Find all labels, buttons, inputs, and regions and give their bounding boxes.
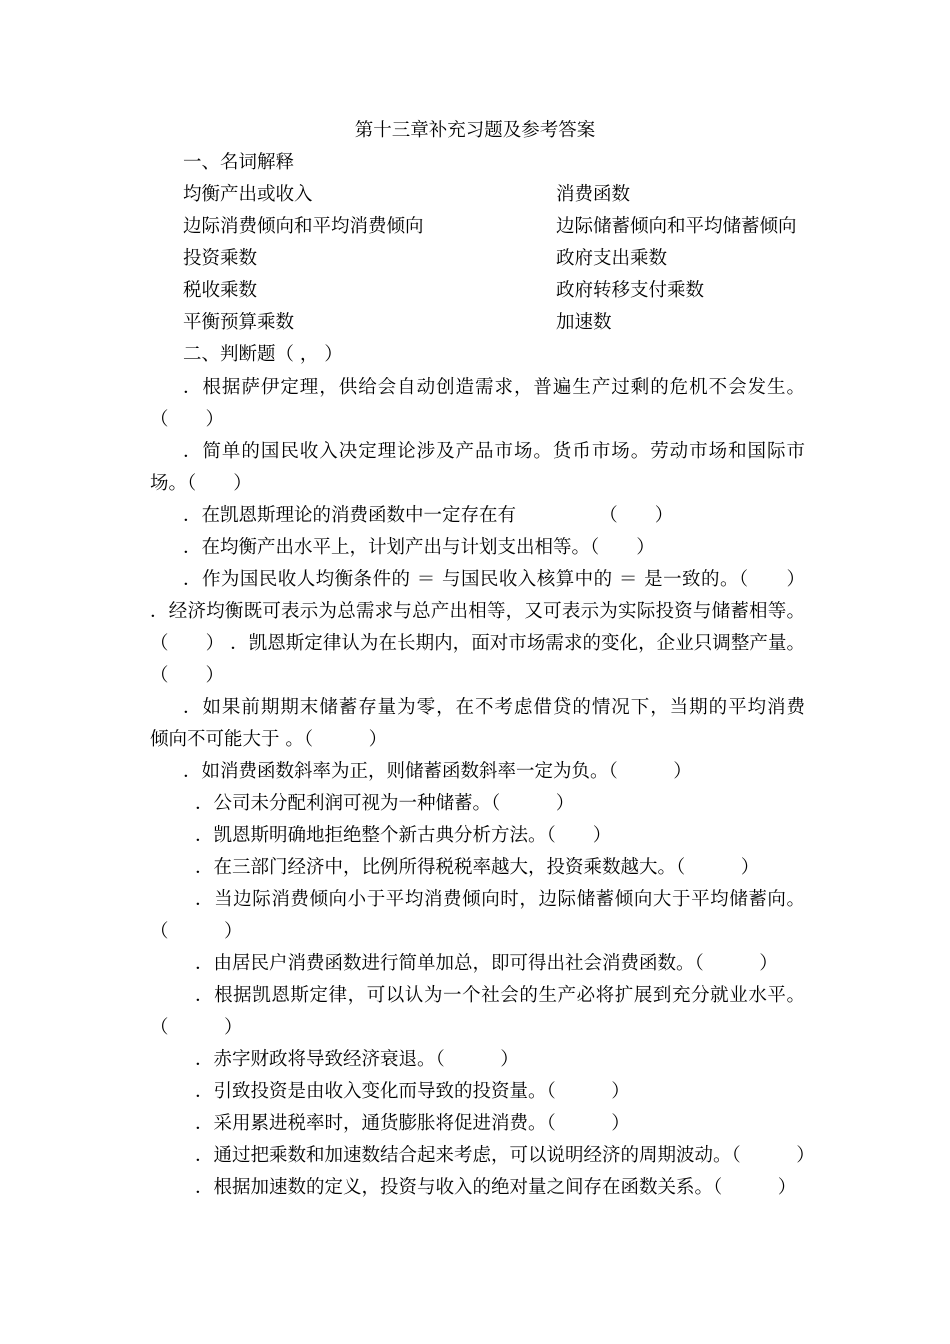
question-line: ．赤字财政将导致经济衰退。（ ） xyxy=(195,1049,519,1070)
question-line: ．作为国民收人均衡条件的 ＝ 与国民收入核算中的 ＝ 是一致的。（ ） xyxy=(183,569,805,590)
term: 消费函数 xyxy=(556,184,631,205)
question-line: ．在凯恩斯理论的消费函数中一定存在有 （ ） xyxy=(183,505,674,526)
term: 投资乘数 xyxy=(183,248,258,269)
term: 边际储蓄倾向和平均储蓄倾向 xyxy=(556,216,797,237)
question-line: ．在三部门经济中，比例所得税税率越大，投资乘数越大。（ ） xyxy=(195,857,760,878)
question-line: ．简单的国民收入决定理论涉及产品市场。货币市场。劳动市场和国际市 xyxy=(183,441,805,462)
section-heading-true-false: 二、判断题（ ， ） xyxy=(183,344,343,365)
term: 税收乘数 xyxy=(183,280,258,301)
page-title: 第十三章补充习题及参考答案 xyxy=(354,120,596,141)
answer-blank: （ ） xyxy=(150,665,225,686)
question-line: ．凯恩斯明确地拒绝整个新古典分析方法。（ ） xyxy=(195,825,612,846)
term: 边际消费倾向和平均消费倾向 xyxy=(183,216,424,237)
question-line: ．引致投资是由收入变化而导致的投资量。（ ） xyxy=(195,1081,630,1102)
term: 政府转移支付乘数 xyxy=(556,280,705,301)
question-line: 场。（ ） xyxy=(150,473,252,494)
question-line: （ ） ．凯恩斯定律认为在长期内，面对市场需求的变化，企业只调整产量。 xyxy=(150,633,805,654)
question-line: ．经济均衡既可表示为总需求与总产出相等，又可表示为实际投资与储蓄相等。 xyxy=(150,601,805,622)
question-line: ．根据加速数的定义，投资与收入的绝对量之间存在函数关系。（ ） xyxy=(195,1177,797,1198)
question-line: ．在均衡产出水平上，计划产出与计划支出相等。（ ） xyxy=(183,537,655,558)
question-line: ．根据凯恩斯定律，可以认为一个社会的生产必将扩展到充分就业水平。 xyxy=(195,985,805,1006)
question-line: ．由居民户消费函数进行简单加总，即可得出社会消费函数。（ ） xyxy=(195,953,778,974)
answer-blank: （ ） xyxy=(150,921,243,942)
question-line: ．当边际消费倾向小于平均消费倾向时，边际储蓄倾向大于平均储蓄向。 xyxy=(195,889,805,910)
answer-blank: （ ） xyxy=(150,409,225,430)
question-line: 倾向不可能大于 。（ ） xyxy=(150,729,388,750)
question-line: ．采用累进税率时，通货膨胀将促进消费。（ ） xyxy=(195,1113,630,1134)
term: 均衡产出或收入 xyxy=(183,184,313,205)
term: 加速数 xyxy=(556,312,612,333)
section-heading-definitions: 一、名词解释 xyxy=(183,152,295,173)
question-line: ．如果前期期末储蓄存量为零，在不考虑借贷的情况下，当期的平均消费 xyxy=(183,697,805,718)
question-line: ．如消费函数斜率为正，则储蓄函数斜率一定为负。（ ） xyxy=(183,761,692,782)
question-line: ．根据萨伊定理，供给会自动创造需求，普遍生产过剩的危机不会发生。 xyxy=(183,377,805,398)
question-line: ．公司未分配利润可视为一种储蓄。（ ） xyxy=(195,793,575,814)
question-line: ．通过把乘数和加速数结合起来考虑，可以说明经济的周期波动。（ ） xyxy=(195,1145,815,1166)
term: 平衡预算乘数 xyxy=(183,312,295,333)
term: 政府支出乘数 xyxy=(556,248,668,269)
answer-blank: （ ） xyxy=(150,1017,243,1038)
